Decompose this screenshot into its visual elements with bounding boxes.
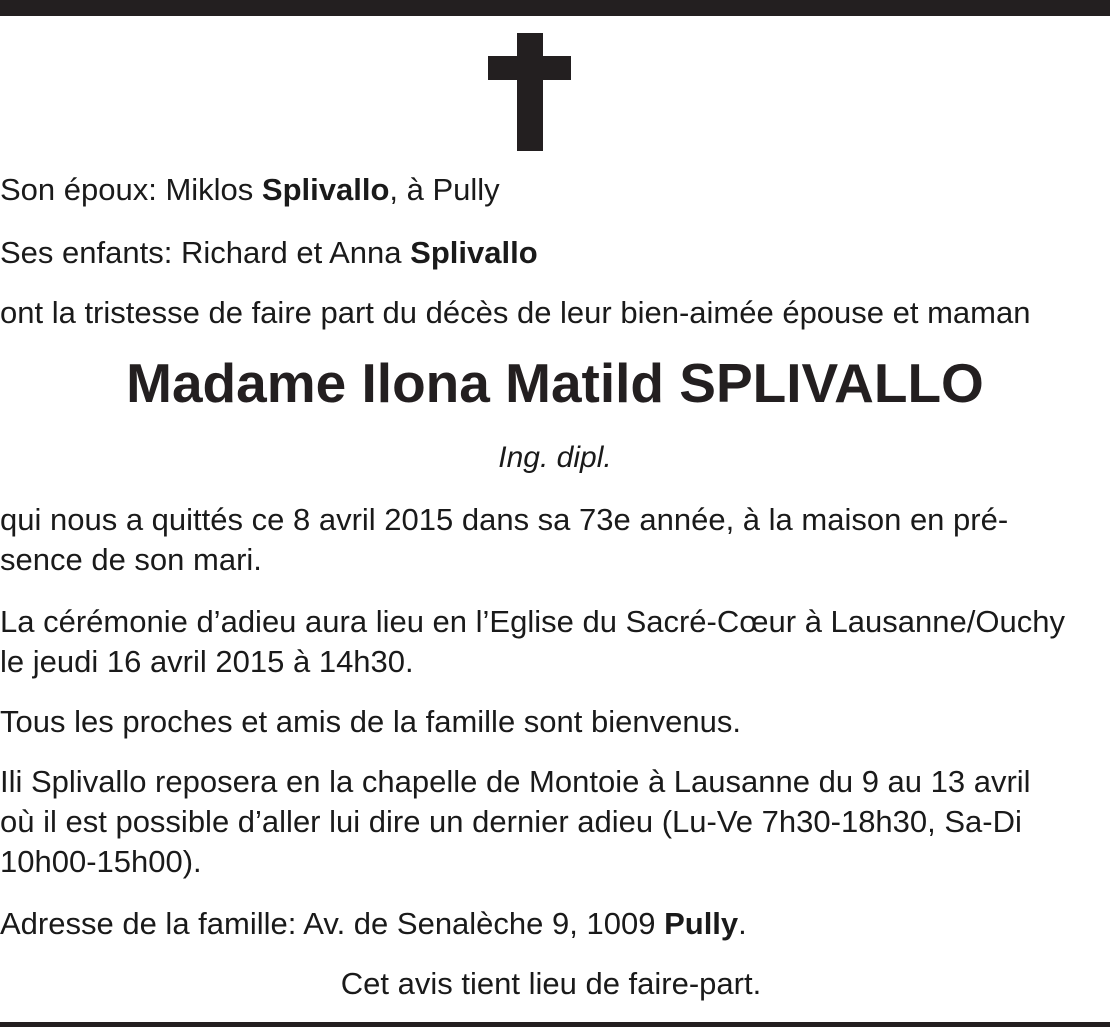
announcement-line: ont la tristesse de faire part du décès de leur bien-aimée épouse et maman bbox=[0, 295, 1031, 330]
chapel-line-3: 10h00-15h00). bbox=[0, 844, 202, 879]
deceased-name: Madame Ilona Matild SPLIVALLO bbox=[126, 352, 984, 414]
closing-line: Cet avis tient lieu de faire-part. bbox=[340, 966, 762, 1001]
spouse-surname: Splivallo bbox=[261, 172, 390, 207]
cross-icon bbox=[488, 33, 571, 151]
family-address-line: Adresse de la famille: Av. de Senalèche 9, 1009 Pully. bbox=[0, 906, 747, 941]
chapel-line-2: où il est possible d’aller lui dire un dernier adieu (Lu-Ve 7h30-18h30, Sa-Di bbox=[0, 804, 1022, 839]
bottom-border-rule bbox=[0, 1022, 1110, 1027]
death-notice-line-2: sence de son mari. bbox=[0, 542, 262, 577]
ceremony-line-1: La cérémonie d’adieu aura lieu en l’Eglise du Sacré-Cœur à Lausanne/Ouchy bbox=[0, 604, 1065, 639]
ceremony-line-2: le jeudi 16 avril 2015 à 14h30. bbox=[0, 644, 414, 679]
death-notice-line-1: qui nous a quittés ce 8 avril 2015 dans sa 73e année, à la maison en pré- bbox=[0, 502, 1009, 537]
children-line: Ses enfants: Richard et Anna Splivallo bbox=[0, 235, 538, 270]
children-surname: Splivallo bbox=[410, 235, 538, 270]
address-city: Pully bbox=[664, 906, 739, 941]
spouse-line: Son époux: Miklos Splivallo, à Pully bbox=[0, 172, 500, 207]
chapel-line-1: Ili Splivallo reposera en la chapelle de Montoie à Lausanne du 9 au 13 avril bbox=[0, 764, 1031, 799]
top-border-rule bbox=[0, 0, 1110, 16]
deceased-title: Ing. dipl. bbox=[498, 441, 612, 474]
welcome-line: Tous les proches et amis de la famille sont bienvenus. bbox=[0, 704, 741, 739]
